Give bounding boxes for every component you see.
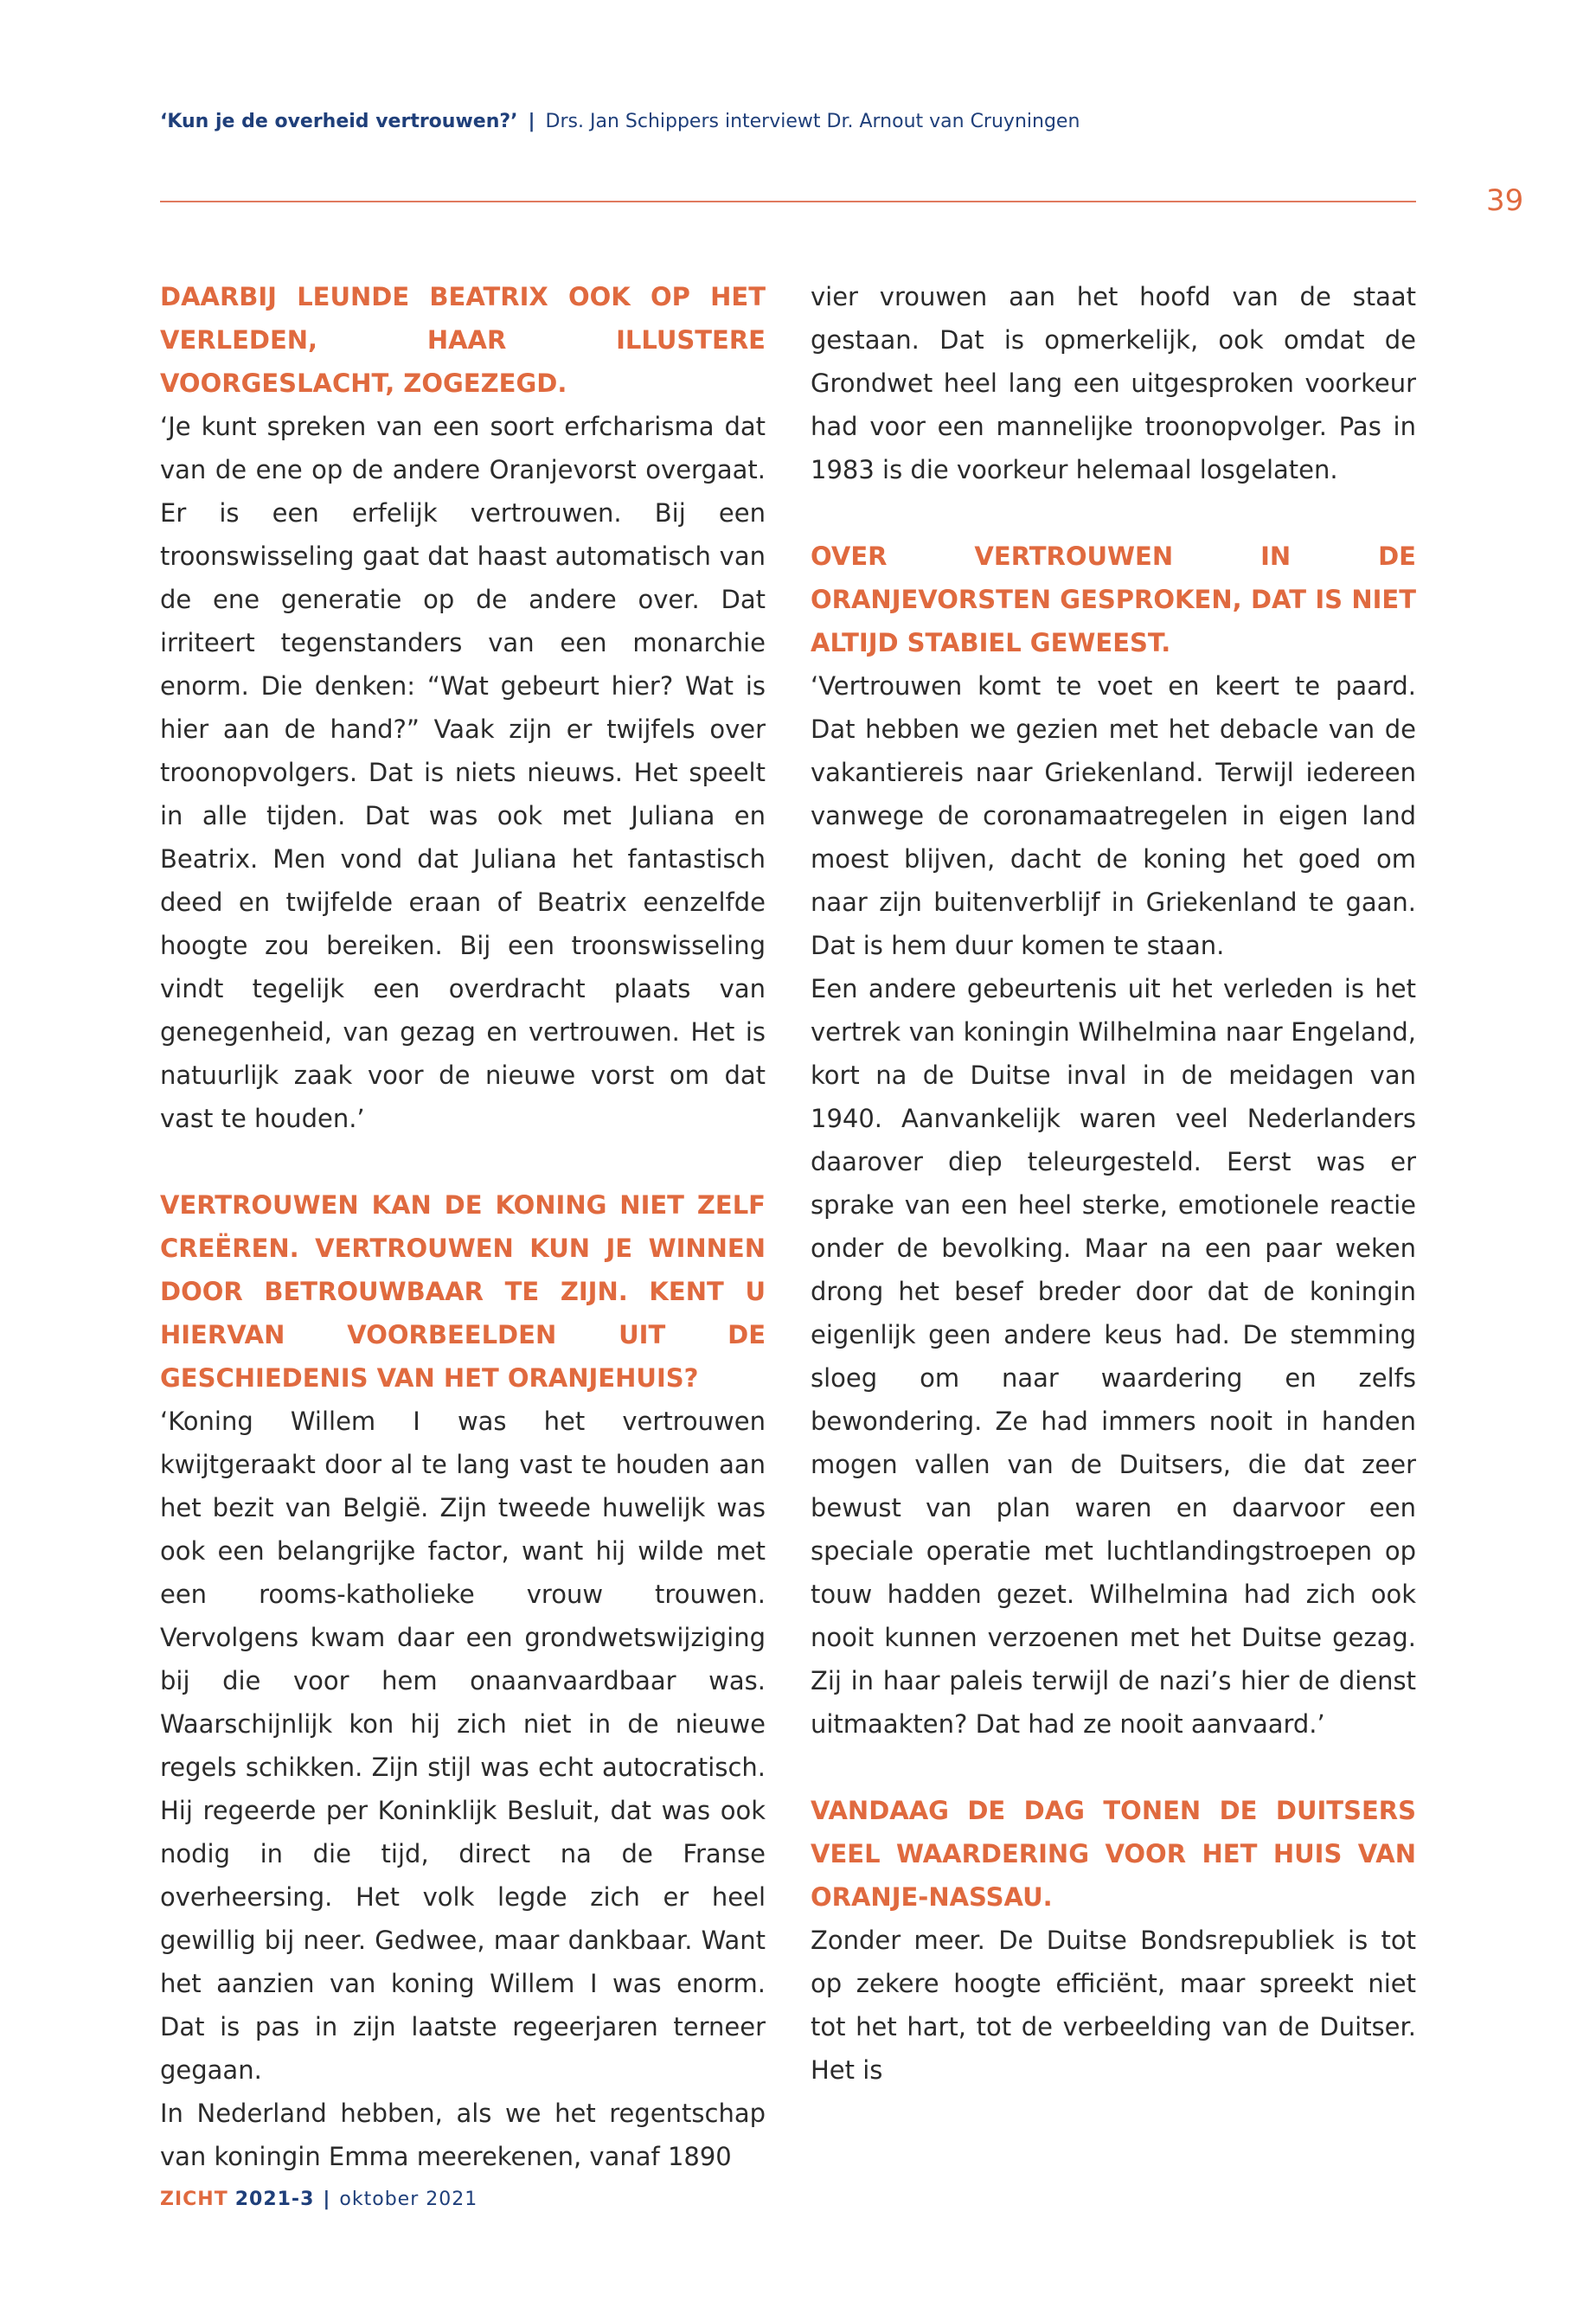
left-column: [160, 275, 766, 2178]
article-subtitle: Drs. Jan Schippers interviewt Dr. Arnout van Cruyningen: [545, 111, 1080, 132]
issue-date: oktober 2021: [339, 2189, 478, 2210]
running-header: [160, 111, 1414, 132]
paragraph-gap: [160, 1140, 766, 1183]
header-rule: [160, 201, 1416, 202]
answer-paragraph: In Nederland hebben, als we het regentschap van koningin Emma meerekenen, vanaf 1890: [160, 2099, 766, 2171]
paragraph-gap: [811, 1746, 1416, 1789]
right-column: [811, 275, 1416, 2092]
issue-number: 2021-3: [234, 2189, 315, 2210]
answer-paragraph: Zonder meer. De Duitse Bondsrepubliek is tot op zekere hoogte efficiënt, maar spreekt niet tot het hart, tot de verbeelding van de Duitser. Het is: [811, 1926, 1416, 2085]
question-heading: VERTROUWEN KAN DE KONING NIET ZELF CREËREN. VERTROUWEN KUN JE WINNEN DOOR BETROUWBAAR TE ZIJN. KENT U HIERVAN VOORBEELDEN UIT DE GESCHIEDENIS VAN HET ORANJEHUIS?: [160, 1190, 766, 1393]
question-heading: VANDAAG DE DAG TONEN DE DUITSERS VEEL WAARDERING VOOR HET HUIS VAN ORANJE-NASSAU.: [811, 1796, 1416, 1912]
answer-paragraph: vier vrouwen aan het hoofd van de staat gestaan. Dat is opmerkelijk, ook omdat de Grondwet heel lang een uitgesproken voorkeur had voor een mannelijke troonopvolger. Pas in 1983 is die voorkeur helemaal losgelaten.: [811, 282, 1416, 484]
page-number: 39: [1486, 183, 1524, 218]
question-heading: DAARBIJ LEUNDE BEATRIX OOK OP HET VERLEDEN, HAAR ILLUSTERE VOORGESLACHT, ZOGEZEGD.: [160, 282, 766, 398]
page-footer: [160, 2189, 478, 2210]
answer-paragraph: ‘Koning Willem I was het vertrouwen kwijtgeraakt door al te lang vast te houden aan het bezit van België. Zijn tweede huwelijk was ook een belangrijke factor, want hij wilde met een rooms-katholieke vrouw trouwen. Vervolgens kwam daar een grondwetswijziging bij die voor hem onaanvaardbaar was. Waarschijnlijk kon hij zich niet in de nieuwe regels schikken. Zijn stijl was echt autocratisch. Hij regeerde per Koninklijk Besluit, dat was ook nodig in die tijd, direct na de Franse overheersing. Het volk legde zich er heel gewillig bij neer. Gedwee, maar dankbaar. Want het aanzien van koning Willem I was enorm. Dat is pas in zijn laatste regeerjaren terneer gegaan.: [160, 1407, 766, 2085]
question-heading: OVER VERTROUWEN IN DE ORANJEVORSTEN GESPROKEN, DAT IS NIET ALTIJD STABIEL GEWEEST.: [811, 542, 1416, 657]
answer-paragraph: ‘Vertrouwen komt te voet en keert te paard. Dat hebben we gezien met het debacle van de vakantiereis naar Griekenland. Terwijl iedereen vanwege de coronamaatregelen in eigen land moest blijven, dacht de koning het goed om naar zijn buitenverblijf in Griekenland te gaan. Dat is hem duur komen te staan.: [811, 671, 1416, 960]
article-title: ‘Kun je de overheid vertrouwen?’: [160, 111, 518, 132]
answer-paragraph: ‘Je kunt spreken van een soort erfcharisma dat van de ene op de andere Oranjevorst overgaat. Er is een erfelijk vertrouwen. Bij een troonswisseling gaat dat haast automatisch van de ene generatie op de andere over. Dat irriteert tegenstanders van een monarchie enorm. Die denken: “Wat gebeurt hier? Wat is hier aan de hand?” Vaak zijn er twijfels over troonopvolgers. Dat is niets nieuws. Het speelt in alle tijden. Dat was ook met Juliana en Beatrix. Men vond dat Juliana het fantastisch deed en twijfelde eraan of Beatrix eenzelfde hoogte zou bereiken. Bij een troonswisseling vindt tegelijk een overdracht plaats van genegenheid, van gezag en vertrouwen. Het is natuurlijk zaak voor de nieuwe vorst om dat vast te houden.’: [160, 412, 766, 1133]
footer-separator: |: [323, 2189, 331, 2210]
paragraph-gap: [811, 491, 1416, 535]
magazine-name: ZICHT: [160, 2189, 228, 2210]
answer-paragraph: Een andere gebeurtenis uit het verleden is het vertrek van koningin Wilhelmina naar Engeland, kort na de Duitse inval in de meidagen van 1940. Aanvankelijk waren veel Nederlanders daarover diep teleurgesteld. Eerst was er sprake van een heel sterke, emotionele reactie onder de bevolking. Maar na een paar weken drong het besef breder door dat de koningin eigenlijk geen andere keus had. De stemming sloeg om naar waardering en zelfs bewondering. Ze had immers nooit in handen mogen vallen van de Duitsers, die dat zeer bewust van plan waren en daarvoor een speciale operatie met luchtlandingstroepen op touw hadden gezet. Wilhelmina had zich ook nooit kunnen verzoenen met het Duitse gezag. Zij in haar paleis terwijl de nazi’s hier de dienst uitmaakten? Dat had ze nooit aanvaard.’: [811, 974, 1416, 1739]
header-separator: |: [528, 111, 535, 132]
